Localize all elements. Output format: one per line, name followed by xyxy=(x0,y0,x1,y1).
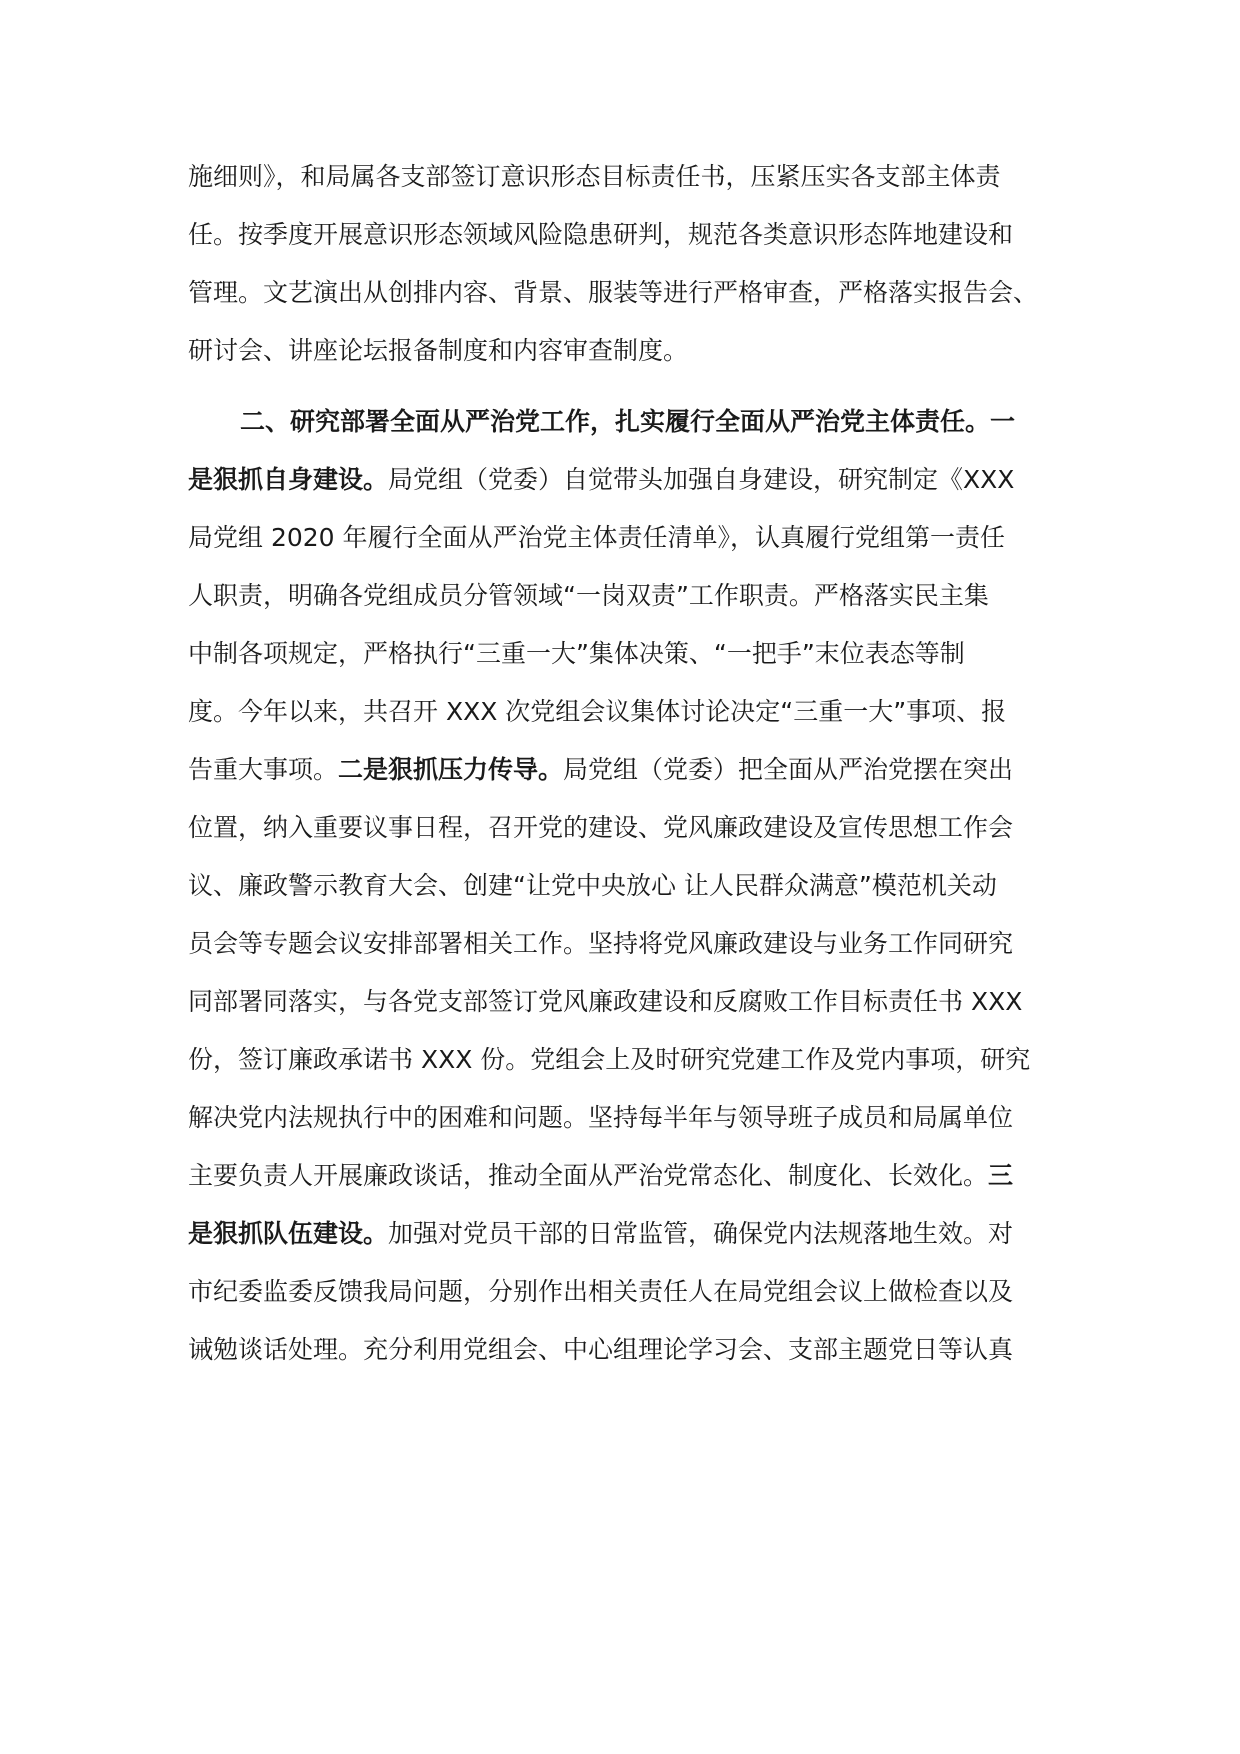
subheading-text: 二是狠抓压力传导。 xyxy=(338,755,564,784)
paragraph-line xyxy=(188,463,1068,497)
paragraph-line xyxy=(188,1159,1068,1193)
paragraph-line: 任。按季度开展意识形态领域风险隐患研判，规范各类意识形态阵地建设和 xyxy=(188,220,1014,249)
body-text: 主要负责人开展廉政谈话，推动全面从严治党常态化、制度化、长效化。 xyxy=(188,1161,989,1190)
paragraph-line: 中制各项规定，严格执行“三重一大”集体决策、“一把手”末位表态等制 xyxy=(188,639,965,668)
paragraph-line: 人职责，明确各党组成员分管领域“一岗双责”工作职责。严格落实民主集 xyxy=(188,581,989,610)
paragraph-line xyxy=(188,753,1068,787)
paragraph-line: 诫勉谈话处理。充分利用党组会、中心组理论学习会、支部主题党日等认真 xyxy=(188,1335,1014,1364)
section-heading: 二、研究部署全面从严治党工作，扎实履行全面从严治党主体责任。一 xyxy=(240,407,1016,436)
subheading-text: 是狠抓自身建设。 xyxy=(188,465,389,494)
paragraph-line: 局党组 2020 年履行全面从严治党主体责任清单》，认真履行党组第一责任 xyxy=(188,523,1006,552)
paragraph-line xyxy=(188,1217,1068,1251)
body-text: 局党组（党委）自觉带头加强自身建设，研究制定《XXX xyxy=(388,465,1015,494)
paragraph-line: 份，签订廉政承诺书 XXX 份。党组会上及时研究党建工作及党内事项，研究 xyxy=(188,1045,1031,1074)
body-text: 局党组（党委）把全面从严治党摆在突出 xyxy=(563,755,1014,784)
body-text: 告重大事项。 xyxy=(188,755,339,784)
paragraph-line: 研讨会、讲座论坛报备制度和内容审查制度。 xyxy=(188,336,689,365)
paragraph-line: 员会等专题会议安排部署相关工作。坚持将党风廉政建设与业务工作同研究 xyxy=(188,929,1014,958)
subheading-text: 三 xyxy=(988,1161,1014,1190)
paragraph-line: 解决党内法规执行中的困难和问题。坚持每半年与领导班子成员和局属单位 xyxy=(188,1103,1014,1132)
paragraph-line: 管理。文艺演出从创排内容、背景、服装等进行严格审查，严格落实报告会、 xyxy=(188,278,1039,307)
paragraph-line: 位置，纳入重要议事日程，召开党的建设、党风廉政建设及宣传思想工作会 xyxy=(188,813,1014,842)
paragraph-line: 度。今年以来，共召开 XXX 次党组会议集体讨论决定“三重一大”事项、报 xyxy=(188,697,1007,726)
paragraph-line: 议、廉政警示教育大会、创建“让党中央放心 让人民群众满意”模范机关动 xyxy=(188,871,997,900)
paragraph-line: 同部署同落实，与各党支部签订党风廉政建设和反腐败工作目标责任书 XXX xyxy=(188,987,1023,1016)
paragraph-line: 施细则》，和局属各支部签订意识形态目标责任书，压紧压实各支部主体责 xyxy=(188,162,1001,191)
subheading-text: 是狠抓队伍建设。 xyxy=(188,1219,389,1248)
paragraph-line: 市纪委监委反馈我局问题，分别作出相关责任人在局党组会议上做检查以及 xyxy=(188,1277,1014,1306)
body-text: 加强对党员干部的日常监管，确保党内法规落地生效。对 xyxy=(388,1219,1014,1248)
